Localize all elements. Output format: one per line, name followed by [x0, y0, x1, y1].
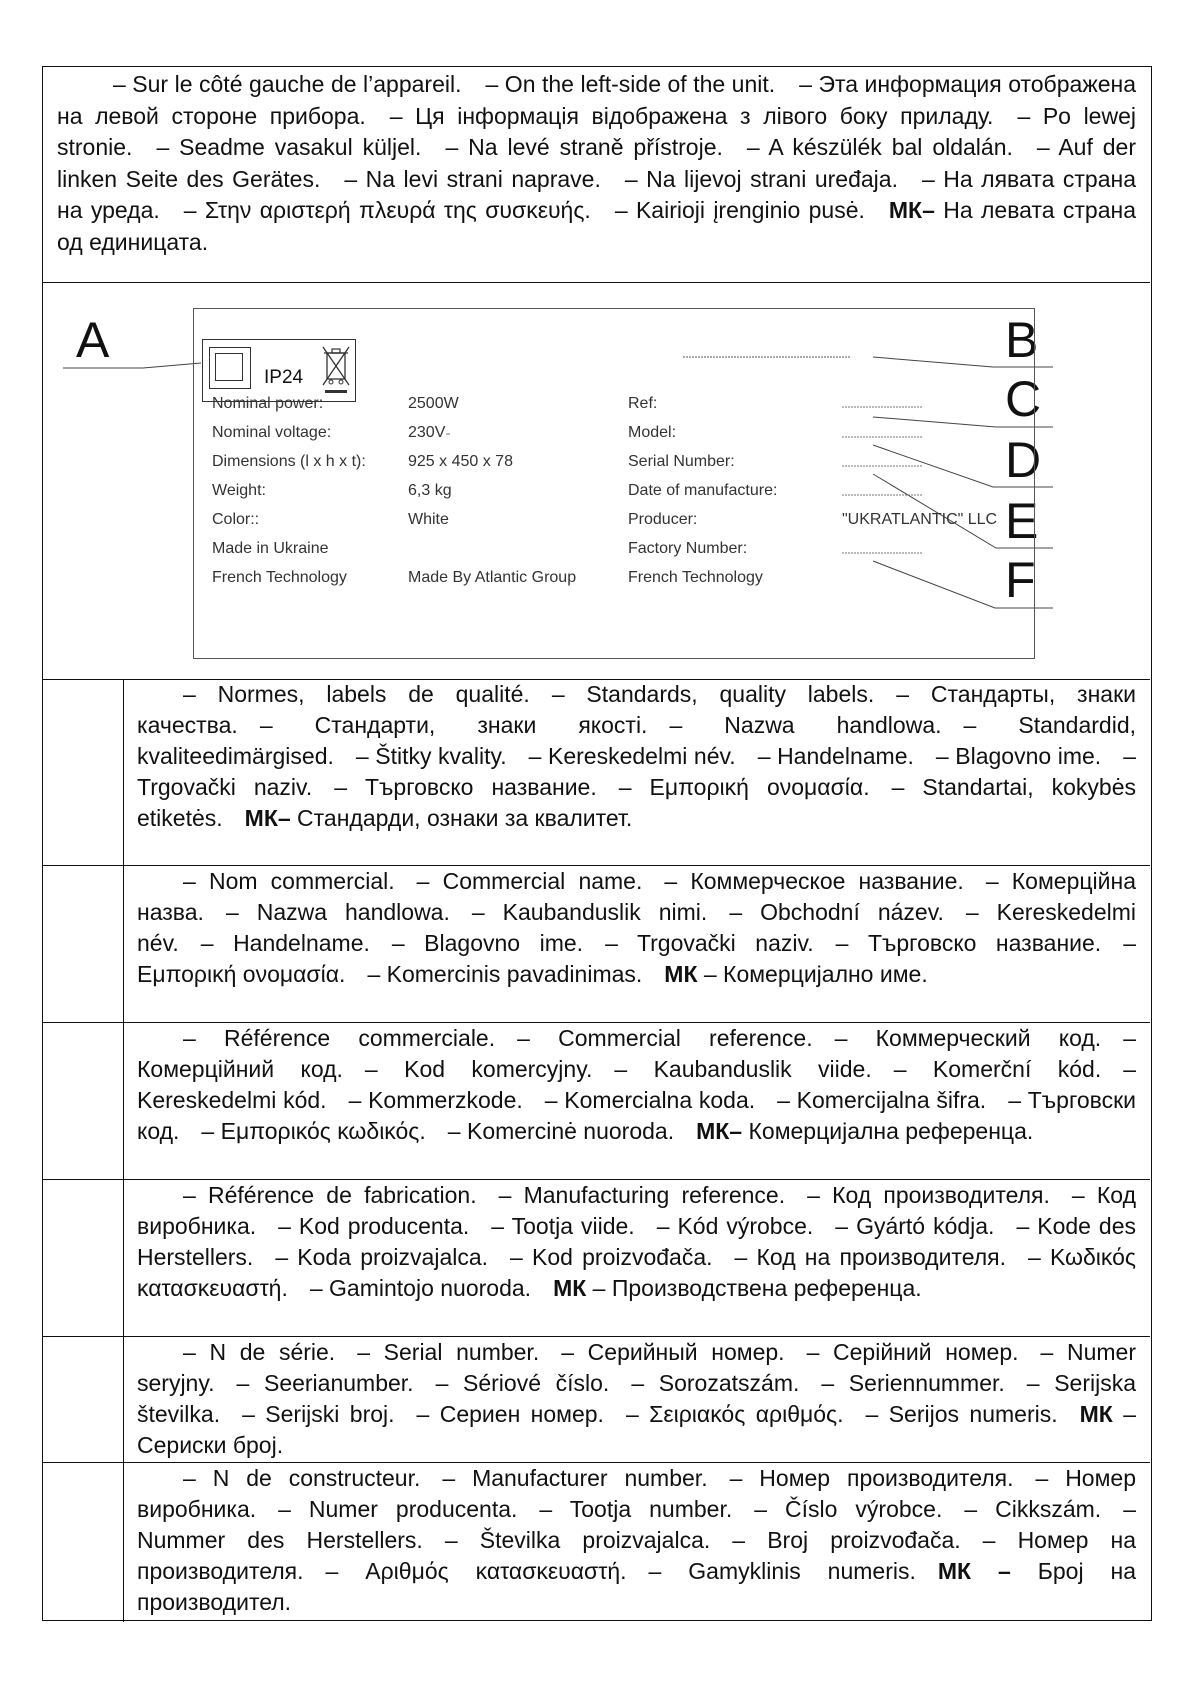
row-item: – Seerianumber. — [236, 1370, 414, 1396]
row-item: – Komercinis pavadinimas. — [367, 961, 643, 987]
mk-tag: МК – — [937, 1558, 1011, 1584]
callout-letter-f: F — [1005, 552, 1036, 608]
row-label-cell — [43, 679, 124, 865]
row-item: – Numer producenta. — [278, 1496, 518, 1522]
plate-left-label: Weight: — [212, 482, 266, 499]
intro-item: – A készülék bal oldalán. — [746, 134, 1013, 160]
row-item: – Sériové číslo. — [435, 1370, 610, 1396]
row-item: – Gamyklinis numeris. — [648, 1558, 916, 1584]
row-text — [137, 679, 1136, 834]
row-label-cell — [43, 1463, 124, 1622]
plate-left-value: White — [408, 511, 449, 528]
row-item: – Kaubanduslik viide. — [614, 1056, 872, 1082]
intro-item: – Ця інформація відображена з лівого боку приладу. — [389, 102, 994, 129]
row-item: – Kód výrobce. — [656, 1213, 814, 1239]
mk-tag: МК– — [244, 805, 291, 831]
row-label-cell — [43, 866, 124, 1022]
row-item: – Nom commercial. — [183, 868, 395, 894]
row-item: – Blagovno ime. — [935, 743, 1102, 769]
intro-cell — [43, 67, 1150, 283]
plate-left-label: Nominal voltage: — [212, 424, 332, 441]
intro-item: – Na levé straně přístroje. — [445, 134, 723, 160]
row-item: – Handelname. — [200, 930, 370, 956]
row-item: – Serijos numeris. — [865, 1401, 1058, 1427]
mk-text: Стандарди, ознаки за квалитет. — [297, 805, 633, 831]
row-item: – Komerční kód. — [893, 1056, 1102, 1082]
row-item: – Nazwa handlowa. — [669, 712, 942, 738]
row-item: – Серійний номер. — [806, 1339, 1019, 1365]
row-item: – Commercial name. — [416, 868, 643, 894]
plate-right-label: French Technology — [628, 569, 763, 586]
row-item: – Sorozatszám. — [631, 1370, 800, 1396]
ip-rating: IP24 — [264, 367, 304, 388]
row-item: – Blagovno ime. — [391, 930, 584, 956]
row-item: – Стандарты, знаки качества. — [137, 681, 1136, 738]
plate-left-value: 2500W — [408, 395, 459, 412]
row-item: – Référence de fabrication. — [183, 1182, 477, 1208]
mk-text: Број на производител. — [137, 1558, 1136, 1615]
row-item: – Търговско название. — [334, 774, 597, 800]
row-item: – Kereskedelmi név. — [528, 743, 736, 769]
producer-value: "UKRATLANTIC" LLC — [842, 511, 998, 528]
intro-item: – Seadme vasakul küljel. — [156, 134, 422, 160]
row-item: – Αριθμός κατασκευαστή. — [325, 1558, 627, 1584]
row-item: – Εμπορική ονομασία. — [137, 930, 1136, 987]
row-item: – Kaubanduslik nimi. — [471, 899, 708, 925]
row-item: – Broj proizvođača. — [732, 1527, 961, 1553]
row-item: – Číslo výrobce. — [754, 1496, 943, 1522]
row-item: – Trgovački naziv. — [137, 743, 1136, 800]
row-item: – Код производителя. — [807, 1182, 1050, 1208]
row-text — [137, 1463, 1136, 1618]
row-item: – Référence commerciale. — [183, 1025, 496, 1051]
row-label-cell — [43, 1337, 124, 1462]
row-item: – Tootja viide. — [491, 1213, 635, 1239]
row-item: – Nazwa handlowa. — [225, 899, 450, 925]
row-item: – Коммерческое название. — [664, 868, 964, 894]
row-item: – Номер на производителя. — [137, 1527, 1136, 1584]
intro-item: – Sur le côté gauche de l’appareil. — [113, 71, 462, 97]
plate-right-label: Model: — [628, 424, 677, 441]
mk-tag: МК– — [696, 1118, 743, 1144]
plate-left-value: 230V — [408, 424, 446, 441]
info-table — [42, 66, 1152, 1621]
intro-item: – Στην αριστερή πλευρά της συσκευής. — [183, 197, 591, 223]
row-item: – Стандарти, знаки якості. — [259, 712, 648, 738]
row-item: – Коммерческий код. — [834, 1025, 1102, 1051]
plate-left-value: 6,3 kg — [408, 482, 452, 499]
row-item: – Serial number. — [357, 1339, 540, 1365]
intro-item: – Эта информация отображена на левой стороне прибора. — [57, 71, 1136, 129]
row-item: – Nummer des Herstellers. — [137, 1496, 1136, 1553]
row-item: – Seriennummer. — [821, 1370, 1005, 1396]
row-standards — [43, 679, 1150, 866]
row-item: – Κωδικός κατασκευαστή. — [137, 1244, 1137, 1301]
row-text — [137, 1337, 1136, 1461]
row-item: – Серийный номер. — [561, 1339, 785, 1365]
row-item: – Cikkszám. — [964, 1496, 1102, 1522]
row-item: – N de constructeur. — [183, 1465, 421, 1491]
mk-tag: МК — [1079, 1401, 1113, 1427]
row-item: – Търговско название. — [835, 930, 1102, 956]
row-item: – Numer seryjny. — [137, 1339, 1136, 1396]
row-item: – Serijski broj. — [242, 1401, 395, 1427]
plate-left-label: Dimensions (l x h x t): — [212, 453, 366, 470]
row-item: – Код виробника. — [137, 1182, 1136, 1239]
row-item: – Сериен номер. — [416, 1401, 604, 1427]
row-item: – Gamintojo nuoroda. — [309, 1275, 532, 1301]
mk-text: – Производствена референца. — [592, 1275, 922, 1301]
row-commercial-name — [43, 866, 1150, 1023]
plate-right-label: Serial Number: — [628, 453, 735, 470]
row-item: – Handelname. — [757, 743, 914, 769]
row-item: – Številka proizvajalca. — [444, 1527, 711, 1553]
value-placeholder-lines — [194, 309, 1039, 660]
row-item: – Komercinė nuoroda. — [447, 1118, 675, 1144]
row-item: – Kommerzkode. — [348, 1087, 523, 1113]
row-item: – Serijska številka. — [137, 1370, 1136, 1427]
mk-text: Комерцијална референца. — [748, 1118, 1034, 1144]
plate-right-label: Ref: — [628, 395, 658, 412]
intro-item: – Kairioji įrenginio pusė. — [614, 197, 865, 223]
row-item: – Trgovački naziv. — [605, 930, 814, 956]
row-item: – Obchodní název. — [729, 899, 944, 925]
callout-letter-c: C — [1005, 371, 1042, 427]
row-item: – Štitky kvality. — [355, 743, 507, 769]
row-item: – Komercijalna šifra. — [777, 1087, 987, 1113]
row-item: – Komercialna koda. — [544, 1087, 756, 1113]
plate-left-value: Made By Atlantic Group — [408, 569, 577, 586]
rating-plate-cell — [43, 283, 1150, 680]
row-item: – Standardid, kvaliteedimärgised. — [137, 712, 1136, 769]
row-item: – N de série. — [183, 1339, 336, 1365]
plate-right-label: Factory Number: — [628, 540, 748, 557]
row-item: – Търговски код. — [137, 1087, 1136, 1144]
row-text — [137, 1180, 1136, 1304]
plate-left-label: French Technology — [212, 569, 347, 586]
row-item: – Tootja number. — [539, 1496, 733, 1522]
callout-letter-b: B — [1005, 312, 1039, 368]
callout-letter-a: A — [76, 312, 110, 368]
row-item: – Kereskedelmi név. — [137, 899, 1137, 956]
plate-left-label: Nominal power: — [212, 395, 324, 412]
row-label-cell — [43, 1023, 124, 1179]
row-item: – Εμπορικός κωδικός. — [201, 1118, 426, 1144]
plate-left-label: Made in Ukraine — [212, 540, 329, 557]
row-item: – Код на производителя. — [734, 1244, 1006, 1270]
row-item: – Kode des Herstellers. — [137, 1213, 1137, 1270]
rating-plate — [193, 308, 1035, 659]
row-item: – Kereskedelmi kód. — [137, 1056, 1137, 1113]
row-item: – Kod komercyjny. — [364, 1056, 593, 1082]
mk-tag: МК — [664, 961, 698, 987]
row-item: – Standards, quality labels. — [551, 681, 875, 707]
row-item: – Koda proizvajalca. — [275, 1244, 489, 1270]
plate-right-label: Date of manufacture: — [628, 482, 778, 499]
intro-item: – Na levi strani naprave. — [344, 165, 601, 192]
mk-text: – Сериски број. — [137, 1401, 1137, 1458]
plate-left-value: 925 x 450 x 78 — [408, 453, 513, 470]
row-serial-number — [43, 1337, 1150, 1463]
intro-item: – Na lijevoj strani uređaja. — [624, 165, 898, 192]
row-text — [137, 1023, 1136, 1147]
intro-item: – На лявата страна на уреда. — [57, 165, 1136, 223]
row-item: – Номер производителя. — [729, 1465, 1014, 1491]
row-item: – Номер виробника. — [137, 1465, 1136, 1522]
row-manufacturing-reference — [43, 1180, 1150, 1337]
row-item: – Εμπορική ονομασία. — [618, 774, 870, 800]
plate-right-label: Producer: — [628, 511, 698, 528]
row-item: – Комерційна назва. — [137, 868, 1136, 925]
mk-text: – Комерцијално име. — [703, 961, 928, 987]
plate-left-label: Color:: — [212, 511, 260, 528]
intro-item: – Po lewej stronie. — [57, 102, 1136, 160]
callout-letter-d: D — [1005, 432, 1042, 488]
row-item: – Manufacturing reference. — [498, 1182, 786, 1208]
intro-item: – On the left-side of the unit. — [485, 71, 776, 97]
row-item: – Σειριακός αριθμός. — [625, 1401, 844, 1427]
row-item: – Manufacturer number. — [442, 1465, 708, 1491]
row-item: – Kod proizvođača. — [510, 1244, 713, 1270]
row-item: – Standartai, kokybės etiketės. — [137, 774, 1137, 831]
intro-item: – Auf der linken Seite des Gerätes. — [57, 134, 1137, 192]
mk-tag: МК — [553, 1275, 587, 1301]
row-item: – Gyártó kódja. — [835, 1213, 995, 1239]
row-text — [137, 866, 1136, 990]
row-item: – Kod producenta. — [278, 1213, 470, 1239]
row-item: – Commercial reference. — [517, 1025, 813, 1051]
mk-tag: МК– — [888, 197, 935, 223]
callout-letter-e: E — [1005, 493, 1039, 549]
row-item: – Normes, labels de qualité. — [183, 681, 530, 707]
row-label-cell — [43, 1180, 124, 1336]
row-manufacturer-number — [43, 1463, 1150, 1622]
row-commercial-reference — [43, 1023, 1150, 1180]
mk-text: На левата страна од единицата. — [57, 197, 1136, 255]
row-item: – Комерційний код. — [137, 1025, 1136, 1082]
